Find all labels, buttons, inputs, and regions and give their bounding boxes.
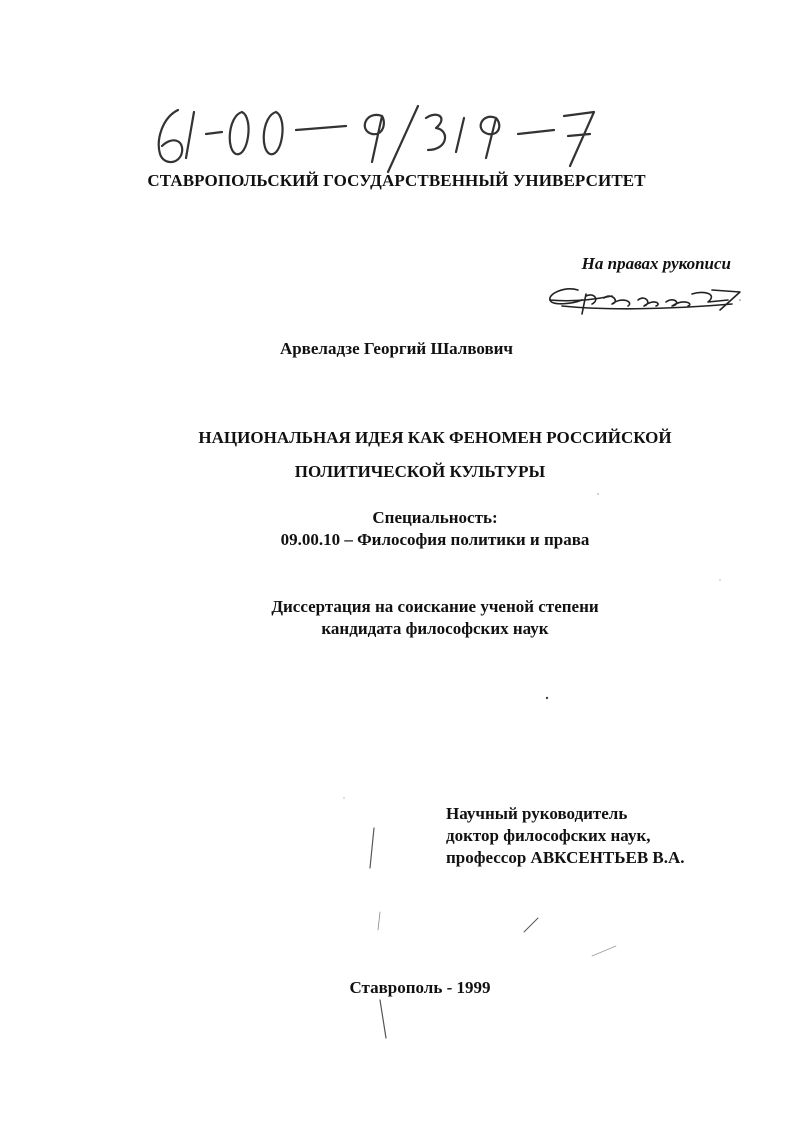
degree-line-1: Диссертация на соискание ученой степени: [271, 597, 599, 616]
supervisor-name: профессор АВКСЕНТЬЕВ В.А.: [446, 848, 685, 867]
university-name: СТАВРОПОЛЬСКИЙ ГОСУДАРСТВЕННЫЙ УНИВЕРСИТЕТ: [147, 171, 646, 190]
signature: [542, 280, 747, 320]
city-year: Ставрополь - 1999: [349, 978, 491, 997]
dissertation-title-line-2: ПОЛИТИЧЕСКОЙ КУЛЬТУРЫ: [294, 462, 546, 481]
specialty-value: 09.00.10 – Философия политики и права: [280, 530, 590, 549]
dissertation-title-line-1: НАЦИОНАЛЬНАЯ ИДЕЯ КАК ФЕНОМЕН РОССИЙСКОЙ: [198, 428, 672, 447]
handwritten-archive-code: [150, 96, 630, 176]
specialty-label: Специальность:: [372, 508, 498, 527]
degree-line-2: кандидата философских наук: [321, 619, 549, 638]
supervisor-block: [446, 803, 685, 869]
author-name: Арвеладзе Георгий Шалвович: [279, 339, 514, 358]
supervisor-degree: доктор философских наук,: [446, 826, 651, 845]
rights-note: На правах рукописи: [581, 254, 731, 273]
supervisor-role: Научный руководитель: [446, 804, 628, 823]
